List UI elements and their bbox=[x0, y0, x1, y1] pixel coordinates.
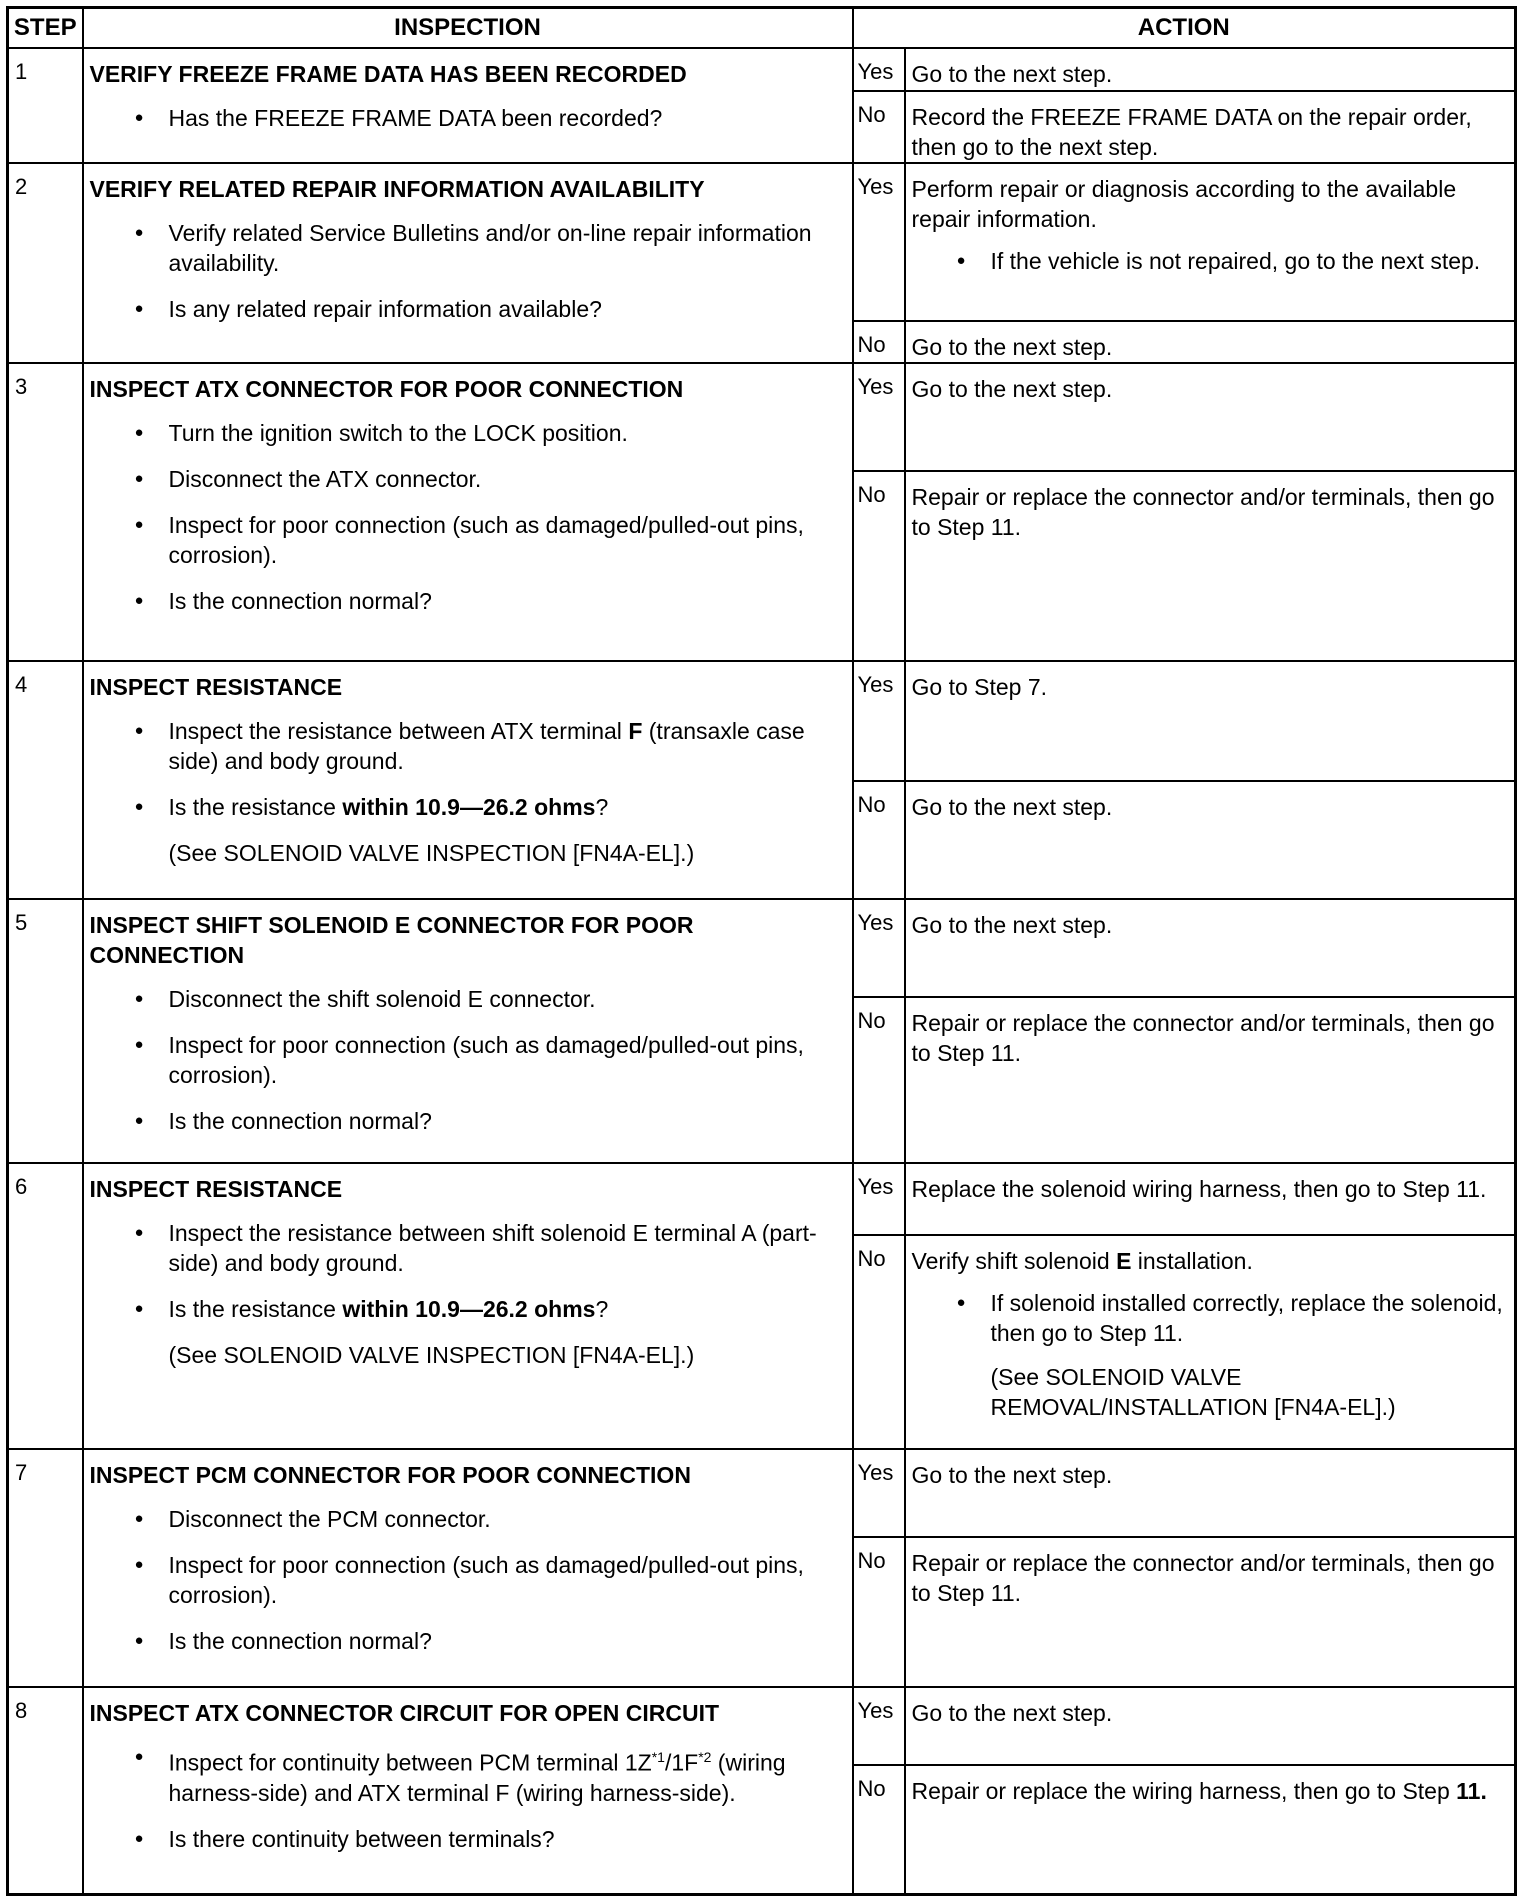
step-3-inspection bbox=[83, 363, 853, 661]
inspection-item: ● Inspect the resistance between ATX terminal F (transaxle case side) and body ground. bbox=[135, 716, 846, 776]
no-action: Repair or replace the connector and/or terminals, then go to Step 11. bbox=[905, 1537, 1516, 1687]
no-label: No bbox=[853, 1235, 905, 1449]
inspection-item: ● Inspect for continuity between PCM terminal $1Z^{*1}/1F^{*2}$ (wiring harness-side) and ATX terminal F (wiring harness-side). bbox=[135, 1742, 846, 1808]
inspection-item: ● Inspect the resistance between shift solenoid E terminal A (part-side) and body ground. bbox=[135, 1218, 846, 1278]
step-title: INSPECT SHIFT SOLENOID E CONNECTOR FOR POOR CONNECTION bbox=[89, 912, 694, 968]
step-number: 1 bbox=[8, 48, 83, 163]
no-label: No bbox=[853, 91, 905, 163]
inspection-item: ● Disconnect the shift solenoid E connector. bbox=[135, 984, 846, 1014]
no-action: Verify shift solenoid E installation. bbox=[911, 1248, 1253, 1274]
no-label: No bbox=[853, 1537, 905, 1687]
step-7-yes-row bbox=[8, 1449, 1516, 1537]
step-title: INSPECT ATX CONNECTOR FOR POOR CONNECTION bbox=[89, 376, 684, 402]
reference-link-text: (See SOLENOID VALVE REMOVAL/INSTALLATION [FN4A-EL].) bbox=[990, 1364, 1396, 1420]
action-header: ACTION bbox=[853, 8, 1516, 49]
step-8-inspection bbox=[83, 1687, 853, 1895]
step-number: 5 bbox=[8, 899, 83, 1163]
step-8-yes-row bbox=[8, 1687, 1516, 1765]
step-5-yes-row bbox=[8, 899, 1516, 997]
yes-label: Yes bbox=[853, 1449, 905, 1537]
inspection-item: ● Is the connection normal? bbox=[135, 1626, 846, 1656]
yes-action-cell bbox=[905, 163, 1516, 321]
no-action: Go to the next step. bbox=[905, 781, 1516, 899]
no-action: Go to the next step. bbox=[905, 321, 1516, 363]
step-title: INSPECT ATX CONNECTOR CIRCUIT FOR OPEN CIRCUIT bbox=[89, 1700, 720, 1726]
inspection-item: ● Verify related Service Bulletins and/or on-line repair information availability. bbox=[135, 218, 846, 278]
yes-label: Yes bbox=[853, 661, 905, 781]
step-6-inspection bbox=[83, 1163, 853, 1449]
step-7-inspection bbox=[83, 1449, 853, 1687]
step-4-inspection bbox=[83, 661, 853, 899]
step-2-inspection bbox=[83, 163, 853, 363]
inspection-item: ● Has the FREEZE FRAME DATA been recorded? bbox=[135, 103, 846, 133]
step-title: VERIFY RELATED REPAIR INFORMATION AVAILABILITY bbox=[89, 176, 705, 202]
inspection-item: ● Is there continuity between terminals? bbox=[135, 1824, 846, 1854]
yes-action: Replace the solenoid wiring harness, then go to Step 11. bbox=[905, 1163, 1516, 1235]
inspection-item: ● Is the resistance within 10.9—26.2 ohms? bbox=[135, 792, 846, 822]
no-label: No bbox=[853, 1765, 905, 1895]
step-title: VERIFY FREEZE FRAME DATA HAS BEEN RECORDED bbox=[89, 61, 687, 87]
reference-link-text: (See SOLENOID VALVE INSPECTION [FN4A-EL].) bbox=[168, 1342, 695, 1368]
no-label: No bbox=[853, 781, 905, 899]
step-3-yes-row bbox=[8, 363, 1516, 471]
inspection-item: ● Disconnect the PCM connector. bbox=[135, 1504, 846, 1534]
step-header: STEP bbox=[8, 8, 83, 49]
no-label: No bbox=[853, 997, 905, 1163]
yes-label: Yes bbox=[853, 48, 905, 91]
diagnostic-procedure-table bbox=[6, 6, 1517, 1896]
yes-label: Yes bbox=[853, 163, 905, 321]
step-1-inspection bbox=[83, 48, 853, 163]
step-title: INSPECT PCM CONNECTOR FOR POOR CONNECTION bbox=[89, 1462, 691, 1488]
yes-action: Go to the next step. bbox=[905, 1687, 1516, 1765]
yes-label: Yes bbox=[853, 1163, 905, 1235]
step-2-yes-row bbox=[8, 163, 1516, 321]
inspection-item: ● Inspect for poor connection (such as damaged/pulled-out pins, corrosion). bbox=[135, 1550, 846, 1610]
no-action: Repair or replace the connector and/or terminals, then go to Step 11. bbox=[905, 471, 1516, 661]
no-action-cell bbox=[905, 1235, 1516, 1449]
inspection-item: ● Is the resistance within 10.9—26.2 ohms? bbox=[135, 1294, 846, 1324]
step-5-inspection bbox=[83, 899, 853, 1163]
step-number: 2 bbox=[8, 163, 83, 363]
inspection-item: ● Turn the ignition switch to the LOCK position. bbox=[135, 418, 846, 448]
yes-action: Perform repair or diagnosis according to the available repair information. bbox=[911, 176, 1457, 232]
no-action: Repair or replace the connector and/or terminals, then go to Step 11. bbox=[905, 997, 1516, 1163]
yes-action: Go to the next step. bbox=[905, 363, 1516, 471]
step-title: INSPECT RESISTANCE bbox=[89, 674, 343, 700]
inspection-item: ● Inspect for poor connection (such as damaged/pulled-out pins, corrosion). bbox=[135, 1030, 846, 1090]
inspection-item: ● Disconnect the ATX connector. bbox=[135, 464, 846, 494]
inspection-header: INSPECTION bbox=[83, 8, 853, 49]
step-number: 8 bbox=[8, 1687, 83, 1895]
reference-link-text: (See SOLENOID VALVE INSPECTION [FN4A-EL].) bbox=[168, 840, 695, 866]
step-number: 6 bbox=[8, 1163, 83, 1449]
yes-label: Yes bbox=[853, 899, 905, 997]
step-1-yes-row bbox=[8, 48, 1516, 91]
yes-action: Go to Step 7. bbox=[905, 661, 1516, 781]
yes-action: Go to the next step. bbox=[905, 899, 1516, 997]
step-6-yes-row bbox=[8, 1163, 1516, 1235]
inspection-item: ● Is the connection normal? bbox=[135, 586, 846, 616]
header-row bbox=[8, 8, 1516, 49]
yes-action: Go to the next step. bbox=[905, 1449, 1516, 1537]
step-title: INSPECT RESISTANCE bbox=[89, 1176, 343, 1202]
step-number: 3 bbox=[8, 363, 83, 661]
yes-label: Yes bbox=[853, 1687, 905, 1765]
yes-label: Yes bbox=[853, 363, 905, 471]
no-action: Record the FREEZE FRAME DATA on the repair order, then go to the next step. bbox=[905, 91, 1516, 163]
no-label: No bbox=[853, 471, 905, 661]
inspection-item: ● Is the connection normal? bbox=[135, 1106, 846, 1136]
action-bullet: ● If solenoid installed correctly, replace the solenoid, then go to Step 11. bbox=[957, 1288, 1509, 1348]
no-action: Repair or replace the wiring harness, then go to Step 11. bbox=[905, 1765, 1516, 1895]
step-number: 7 bbox=[8, 1449, 83, 1687]
step-4-yes-row bbox=[8, 661, 1516, 781]
inspection-item: ● Is any related repair information available? bbox=[135, 294, 846, 324]
action-bullet: ● If the vehicle is not repaired, go to the next step. bbox=[957, 246, 1509, 276]
no-label: No bbox=[853, 321, 905, 363]
inspection-item: ● Inspect for poor connection (such as damaged/pulled-out pins, corrosion). bbox=[135, 510, 846, 570]
step-number: 4 bbox=[8, 661, 83, 899]
yes-action: Go to the next step. bbox=[905, 48, 1516, 91]
